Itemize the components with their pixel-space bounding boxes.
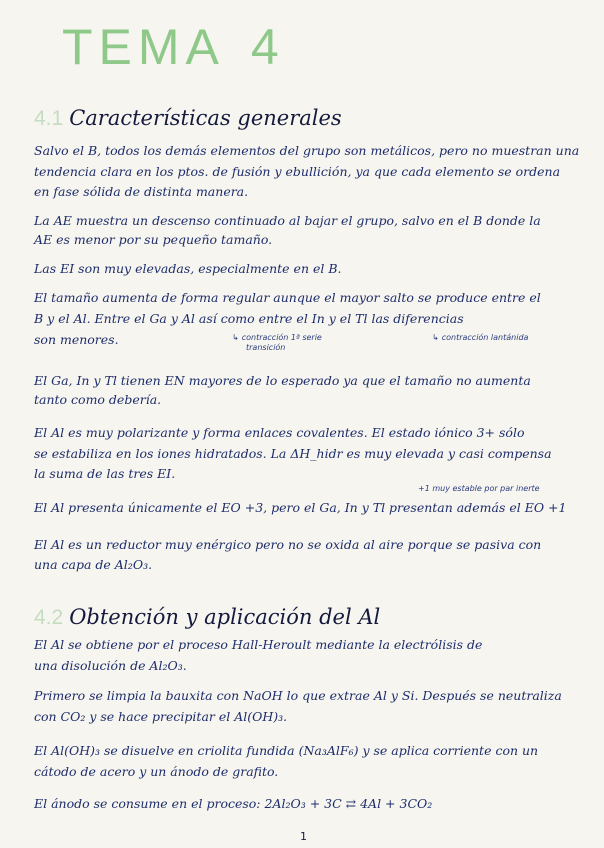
- text-line: El Al es muy polarizante y forma enlaces covalentes. El estado iónico 3+ sólo: [34, 425, 525, 440]
- text-line: se estabiliza en los iones hidratados. La ΔH_hidr es muy elevada y casi compensa: [34, 446, 552, 461]
- annotation-contraction-first-series: [232, 333, 322, 342]
- annotation-transition: transición: [246, 343, 286, 352]
- section-heading-2: [34, 605, 380, 630]
- text-line: con CO₂ y se hace precipitar el Al(OH)₃.: [34, 709, 288, 724]
- text-line: una capa de Al₂O₃.: [34, 557, 153, 572]
- text-line: El Al es un reductor muy enérgico pero no se oxida al aire porque se pasiva con: [34, 537, 542, 552]
- page-title: [62, 18, 285, 76]
- text-line: El Al(OH)₃ se disuelve en criolita fundida (Na₃AlF₆) y se aplica corriente con un: [34, 743, 539, 758]
- annotation-inert-pair: +1 muy estable por par inerte: [418, 484, 540, 493]
- text-line: El Ga, In y Tl tienen EN mayores de lo esperado ya que el tamaño no aumenta: [34, 373, 531, 388]
- annotation-lanthanide-contraction: [432, 333, 528, 342]
- annotation-text: contracción lantánida: [441, 333, 529, 342]
- title-word: TEMA: [62, 19, 225, 75]
- text-line: La AE muestra un descenso continuado al bajar el grupo, salvo en el B donde la: [34, 213, 541, 228]
- text-line: El ánodo se consume en el proceso: 2Al₂O₃ + 3C ⇄ 4Al + 3CO₂: [34, 796, 433, 811]
- text-line: AE es menor por su pequeño tamaño.: [34, 232, 273, 247]
- text-line: Salvo el B, todos los demás elementos del grupo son metálicos, pero no muestran una: [34, 143, 580, 158]
- text-line: son menores.: [34, 332, 119, 347]
- section-heading-1: [34, 106, 342, 131]
- text-line: El Al se obtiene por el proceso Hall-Heroult mediante la electrólisis de: [34, 637, 483, 652]
- text-line: tanto como debería.: [34, 392, 162, 407]
- text-line: El tamaño aumenta de forma regular aunque el mayor salto se produce entre el: [34, 290, 541, 305]
- hook-arrow-icon: ↳: [232, 333, 239, 342]
- section-title: Obtención y aplicación del Al: [69, 605, 381, 629]
- text-line: Las EI son muy elevadas, especialmente en el B.: [34, 261, 342, 276]
- annotation-text: contracción 1ª serie: [241, 333, 322, 342]
- section-title: Características generales: [69, 106, 342, 130]
- text-line: cátodo de acero y un ánodo de grafito.: [34, 764, 279, 779]
- text-line: una disolución de Al₂O₃.: [34, 658, 187, 673]
- text-line: en fase sólida de distinta manera.: [34, 184, 249, 199]
- section-number: 4.2: [34, 606, 64, 629]
- hook-arrow-icon: ↳: [432, 333, 439, 342]
- text-line: Primero se limpia la bauxita con NaOH lo que extrae Al y Si. Después se neutraliza: [34, 688, 562, 703]
- section-number: 4.1: [34, 107, 64, 130]
- text-line: tendencia clara en los ptos. de fusión y ebullición, ya que cada elemento se ordena: [34, 164, 561, 179]
- text-line: B y el Al. Entre el Ga y Al así como entre el In y el Tl las diferencias: [34, 311, 464, 326]
- text-line: El Al presenta únicamente el EO +3, pero el Ga, In y Tl presentan además el EO +1: [34, 500, 567, 515]
- text-line: la suma de las tres EI.: [34, 466, 176, 481]
- page-number: 1: [300, 830, 307, 843]
- title-number: 4: [250, 19, 285, 75]
